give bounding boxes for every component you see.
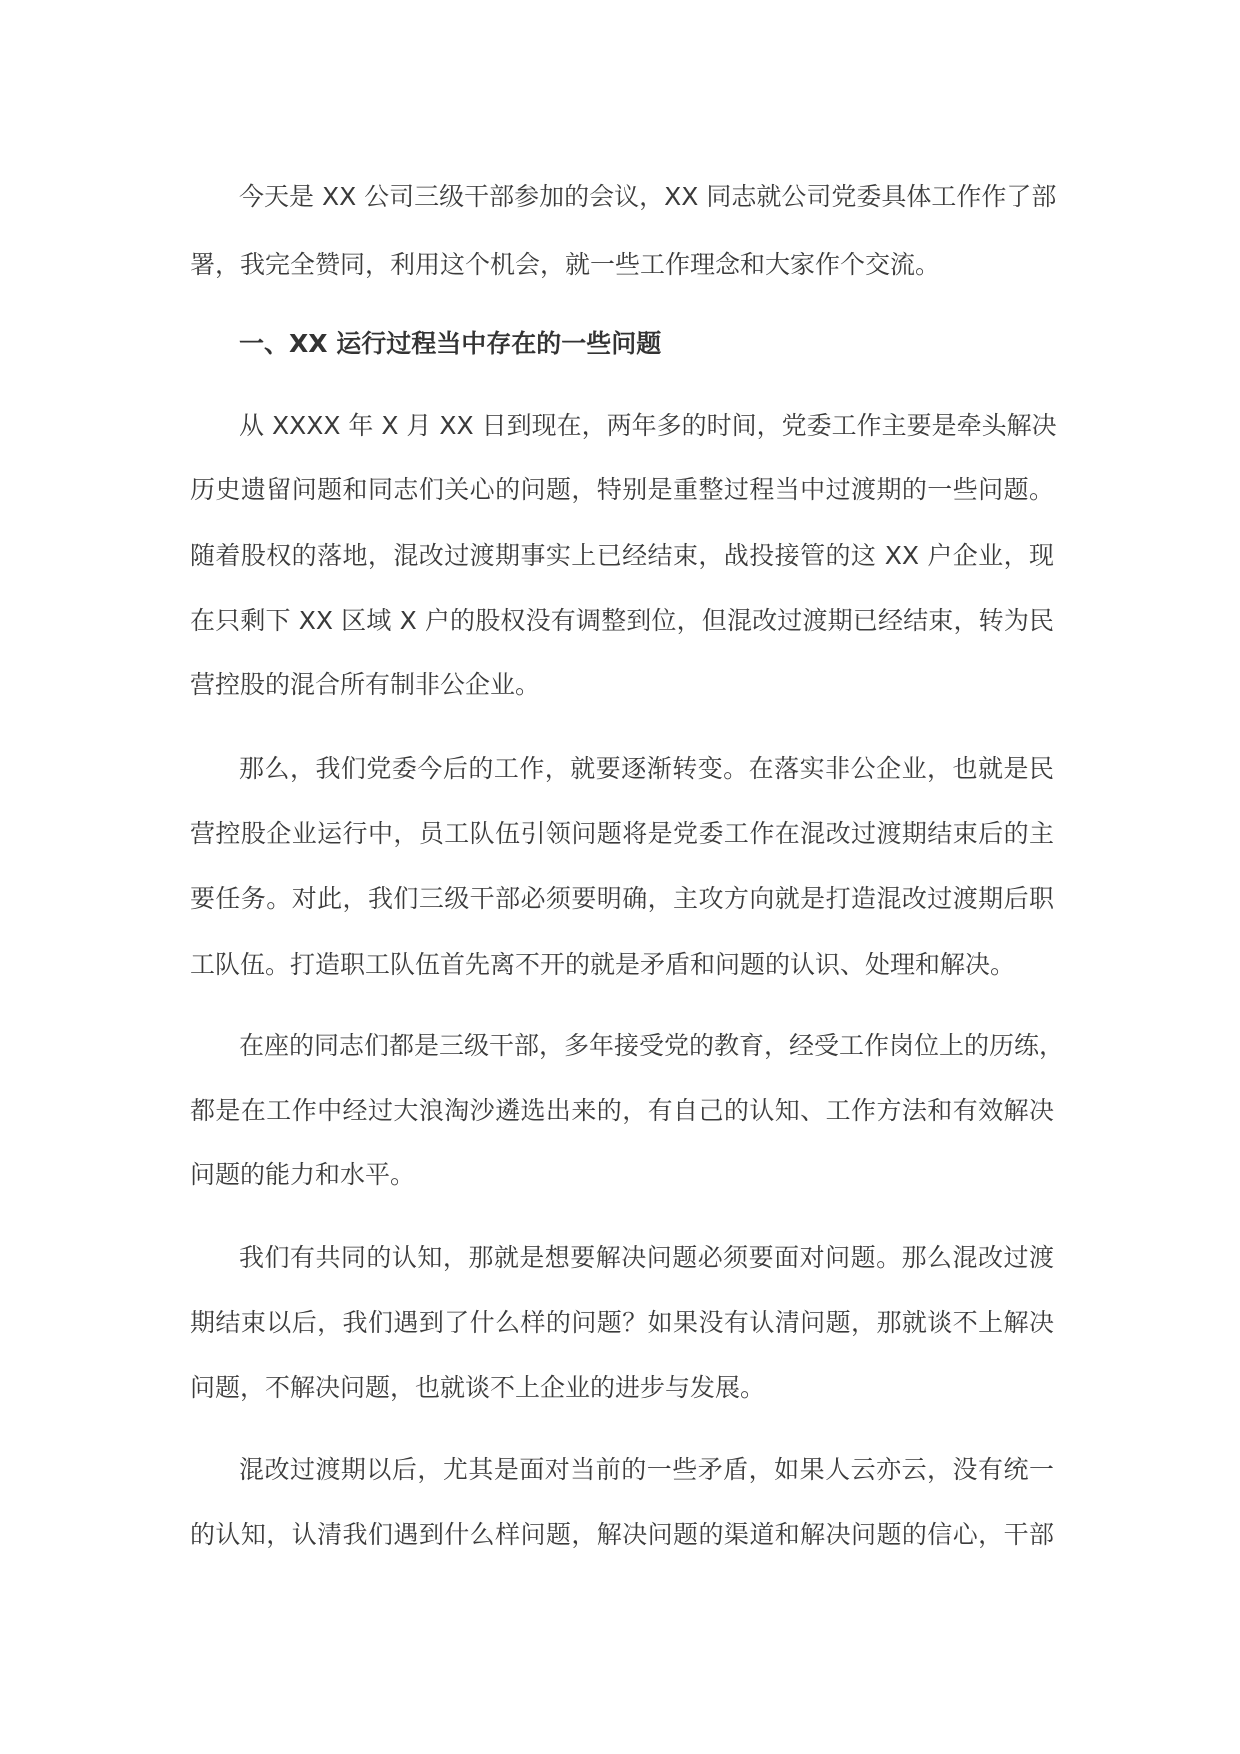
section-heading: 一、XX 运行过程当中存在的一些问题 [239,329,662,358]
text-line: 要任务。对此，我们三级干部必须要明确，主攻方向就是打造混改过渡期后职 [190,884,1054,913]
text-line: 在只剩下 XX 区域 X 户的股权没有调整到位，但混改过渡期已经结束，转为民 [190,606,1054,635]
text-line: 问题，不解决问题，也就谈不上企业的进步与发展。 [190,1373,766,1402]
text-line: 的认知，认清我们遇到什么样问题，解决问题的渠道和解决问题的信心，干部 [190,1520,1054,1549]
text-line: 我们有共同的认知，那就是想要解决问题必须要面对问题。那么混改过渡 [239,1243,1054,1272]
text-line: 今天是 XX 公司三级干部参加的会议，XX 同志就公司党委具体工作作了部 [239,182,1057,211]
text-line: 署，我完全赞同，利用这个机会，就一些工作理念和大家作个交流。 [190,250,941,279]
text-line: 历史遗留问题和同志们关心的问题，特别是重整过程当中过渡期的一些问题。 [190,475,1054,504]
text-line: 工队伍。打造职工队伍首先离不开的就是矛盾和问题的认识、处理和解决。 [190,950,1016,979]
text-line: 营控股的混合所有制非公企业。 [190,670,541,699]
text-line: 问题的能力和水平。 [190,1160,416,1189]
text-line: 都是在工作中经过大浪淘沙遴选出来的，有自己的认知、工作方法和有效解决 [190,1096,1054,1125]
text-line: 混改过渡期以后，尤其是面对当前的一些矛盾，如果人云亦云，没有统一 [239,1455,1054,1484]
text-line: 随着股权的落地，混改过渡期事实上已经结束，战投接管的这 XX 户企业，现 [190,541,1054,570]
text-line: 营控股企业运行中，员工队伍引领问题将是党委工作在混改过渡期结束后的主 [190,819,1054,848]
text-line: 从 XXXX 年 X 月 XX 日到现在，两年多的时间，党委工作主要是牵头解决 [239,411,1057,440]
text-line: 那么，我们党委今后的工作，就要逐渐转变。在落实非公企业，也就是民 [239,754,1054,783]
text-line: 期结束以后，我们遇到了什么样的问题？如果没有认清问题，那就谈不上解决 [190,1308,1054,1337]
text-line: 在座的同志们都是三级干部，多年接受党的教育，经受工作岗位上的历练， [239,1031,1065,1060]
